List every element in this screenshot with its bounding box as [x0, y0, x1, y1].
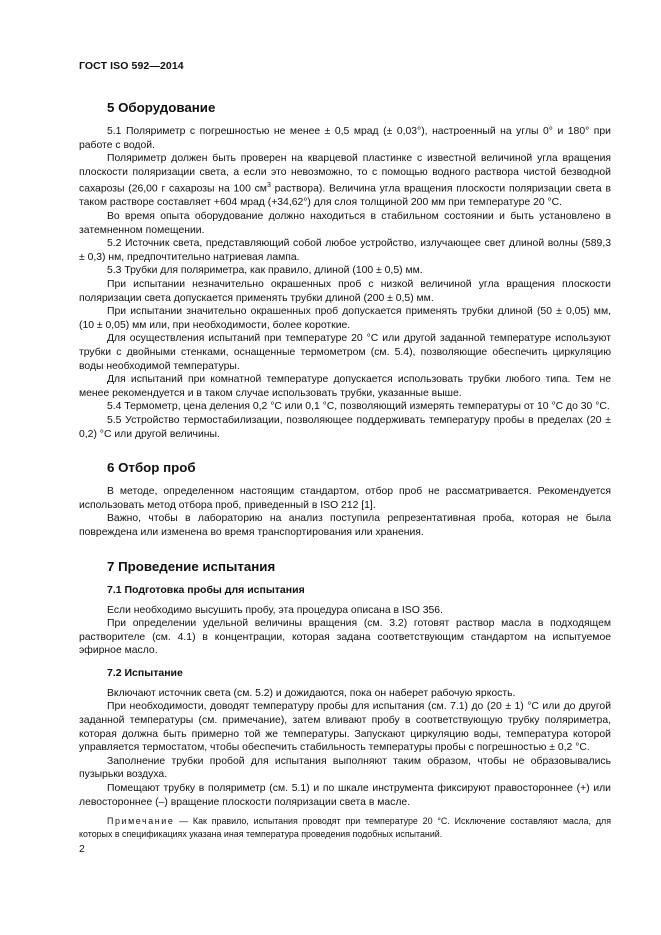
section-equipment: [79, 100, 611, 441]
paragraph: Если необходимо высушить пробу, эта процедура описана в ISO 356.: [107, 604, 443, 616]
paragraph-5-2: 5.2 Источник света, представляющий собой любое устройство, излучающее свет длиной волны (589,3 ± 0,3) нм, предпочтительно натриевая лампа.: [79, 238, 611, 263]
section-title: 7 Проведение испытания: [107, 558, 276, 574]
paragraph: Важно, чтобы в лабораторию на анализ поступила репрезентативная проба, которая не была повреждена или изменена во время транспортирования или хранения.: [79, 513, 611, 538]
text-part: раствора). Величина угла вращения плоскости поляризации света в таком растворе составляет +604 мрад (+34,62°) для слоя толщиной 200 мм при температуре 20 °С.: [79, 183, 611, 209]
section-test-procedure: [79, 559, 611, 841]
paragraph: Заполнение трубки пробой для испытания выполняют таким образом, чтобы не образовывались пузырьки воздуха.: [79, 755, 611, 781]
paragraph: В методе, определенном настоящим стандартом, отбор проб не рассматривается. Рекомендуется использовать метод отбора проб, приведенный в ISO 212 [1].: [79, 486, 611, 511]
spacer: [79, 658, 611, 667]
paragraph: Во время опыта оборудование должно находиться в стабильном состоянии и быть установлено в затемненном помещении.: [79, 211, 611, 236]
document-header: ГОСТ ISO 592—2014: [79, 60, 184, 72]
subsection-title: 7.2 Испытание: [107, 666, 183, 679]
paragraph: При определении удельной величины вращения (см. 3.2) готовят раствор масла в подходящем растворителе (см. 4.1) в концентрации, которая задана соответствующим стандартом на испытуемое эфирное масло.: [79, 618, 611, 657]
text-part: Поляриметр должен быть проверен на кварцевой пластинке с известной величиной угла вращения плоскости поляризации света, а если это невозможно, то с помощью водного раствора чистой безводной сахарозы (26,00 г сахарозы на 100 см: [79, 153, 611, 195]
paragraph: При испытании значительно окрашенных проб допускается применять трубки длиной (50 ± 0,05) мм, (10 ± 0,05) мм или, при необходимости, более короткие.: [79, 306, 611, 331]
paragraph: Для осуществления испытаний при температуре 20 °С или другой заданной температуре используют трубки с двойными стенками, оснащенные термометром (см. 5.4), позволяющие обеспечить циркуляцию воды необходимой температуры.: [79, 333, 611, 372]
spacer: [79, 540, 611, 559]
subsection-title: 7.1 Подготовка пробы для испытания: [107, 583, 305, 596]
note: [79, 815, 611, 840]
section-title: 6 Отбор проб: [107, 460, 196, 476]
paragraph-polarimeter-check: [79, 152, 611, 210]
paragraph-5-1: 5.1 Поляриметр с погрешностью не менее ± 0,5 мрад (± 0,03°), настроенный на углы 0° и 180° при работе с водой.: [79, 126, 611, 151]
paragraph: При необходимости, доводят температуру пробы для испытания (см. 7.1) до (20 ± 1) °С или до другой заданной температуры (см. примечание), затем вливают пробу в соответствующую трубку поляриметра, которая должна быть примерно той же температуры. Запускают циркуляцию воды, температура которой управляется термостатом, чтобы обеспечить стабильность температуры пробы с погрешностью ± 0,2 °С.: [79, 701, 611, 754]
section-title: 5 Оборудование: [107, 100, 216, 115]
paragraph-5-3: 5.3 Трубки для поляриметра, как правило, длиной (100 ± 0,5) мм.: [107, 265, 423, 277]
paragraph: Помещают трубку в поляриметр (см. 5.1) и по шкале инструмента фиксируют правостороннее (+) или левостороннее (–) вращение плоскости поляризации света в масле.: [79, 783, 611, 808]
section-sampling: [79, 460, 611, 539]
paragraph: Включают источник света (см. 5.2) и дожидаются, пока он наберет рабочую яркость.: [107, 687, 516, 699]
paragraph-5-4: 5.4 Термометр, цена деления 0,2 °С или 0,1 °С, позволяющий измерять температуры от 10 °С до 30 °С.: [107, 401, 610, 413]
note-text: — Как правило, испытания проводят при температуре 20 °С. Исключение составляют масла, для которых в спецификациях указана иная температура проведения подобных испытаний.: [79, 816, 611, 839]
paragraph-5-5: 5.5 Устройство термостабилизации, позволяющее поддерживать температуру пробы в пределах (20 ± 0,2) °С или другой величины.: [79, 414, 611, 440]
paragraph: При испытании незначительно окрашенных проб с низкой величиной угла вращения плоскости поляризации света допускается применять трубки длиной (200 ± 0,5) мм.: [79, 279, 611, 304]
paragraph: Для испытаний при комнатной температуре допускается использовать трубки любого типа. Тем не менее рекомендуется и в таком случае использовать трубки, указанные выше.: [79, 374, 611, 399]
spacer: [79, 441, 611, 460]
note-label: Примечание: [107, 816, 175, 827]
page-number: 2: [79, 843, 85, 855]
superscript: 3: [266, 182, 271, 190]
